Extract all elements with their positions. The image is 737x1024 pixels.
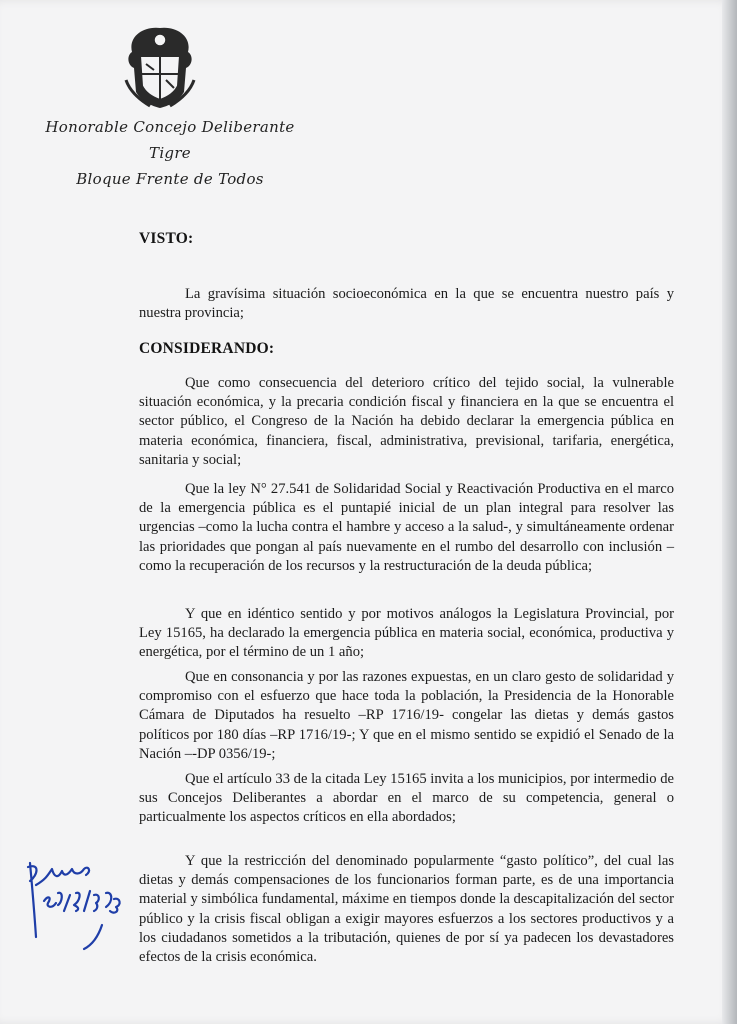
handwritten-received-stamp <box>18 845 138 965</box>
letterhead-city: Tigre <box>149 144 191 162</box>
visto-paragraph: La gravísima situación socioeconómica en la que se encuentra nuestro país y nuestra provincia; <box>139 286 674 322</box>
considerando-paragraph-6: Y que la restricción del denominado popularmente “gasto político”, del cual las dietas y demás compensaciones de los funcionarios forman parte, es de una importancia material y simbólica fundamental, máxime en tiempos donde la descapitalización del sector público y la crisis fiscal obligan a exigir mayores esfuerzos a los sectores productivos y a los ciudadanos sometidos a la tributación, quienes de por sí ya padecen los devastadores efectos de la crisis económica. <box>139 853 674 966</box>
considerando-paragraph-4: Que en consonancia y por las razones expuestas, en un claro gesto de solidaridad y compromiso con el esfuerzo que hace toda la población, la Presidencia de la Honorable Cámara de Diputados ha resuelto –RP 1716/19- congelar las dietas y demás gastos políticos por 180 días –RP 1716/19-; Y que en el mismo sentido se expidió el Senado de la Nación –-DP 0356/19-; <box>139 669 674 762</box>
considerando-paragraph-1: Que como consecuencia del deterioro crítico del tejido social, la vulnerable situación económica, y la precaria condición fiscal y financiera en la que se encuentra el sector público, el Congreso de la Nación ha debido declarar la emergencia pública en materia económica, financiera, fiscal, administrativa, previsional, tarifaria, energética, sanitaria y social; <box>139 375 674 468</box>
considerando-paragraph-3: Y que en idéntico sentido y por motivos análogos la Legislatura Provincial, por Ley 15165, ha declarado la emergencia pública en materia social, económica, productiva y energética, por el término de un 1 año; <box>139 606 674 661</box>
coat-of-arms-seal <box>120 22 200 110</box>
letterhead-bloc: Bloque Frente de Todos <box>76 170 264 188</box>
considerando-heading: CONSIDERANDO: <box>139 340 275 357</box>
letterhead <box>40 114 300 192</box>
considerando-paragraph-2: Que la ley N° 27.541 de Solidaridad Social y Reactivación Productiva en el marco de la emergencia pública es el puntapié inicial de un plan integral para resolver las urgencias –como la lucha contra el hambre y acceso a la salud-, y simultáneamente ordenar las prioridades que pongan al país nuevamente en el rumbo del desarrollo con inclusión –como la recuperación de los recursos y la restructuración de la deuda pública; <box>139 481 674 574</box>
letterhead-council-name: Honorable Concejo Deliberante <box>45 118 295 136</box>
considerando-paragraph-5: Que el artículo 33 de la citada Ley 15165 invita a los municipios, por intermedio de sus Concejos Deliberantes a abordar en el marco de su competencia, general o particualmente los aspectos críticos en ella abordados; <box>139 771 674 826</box>
visto-heading: VISTO: <box>139 230 194 247</box>
page-edge <box>722 0 737 1024</box>
